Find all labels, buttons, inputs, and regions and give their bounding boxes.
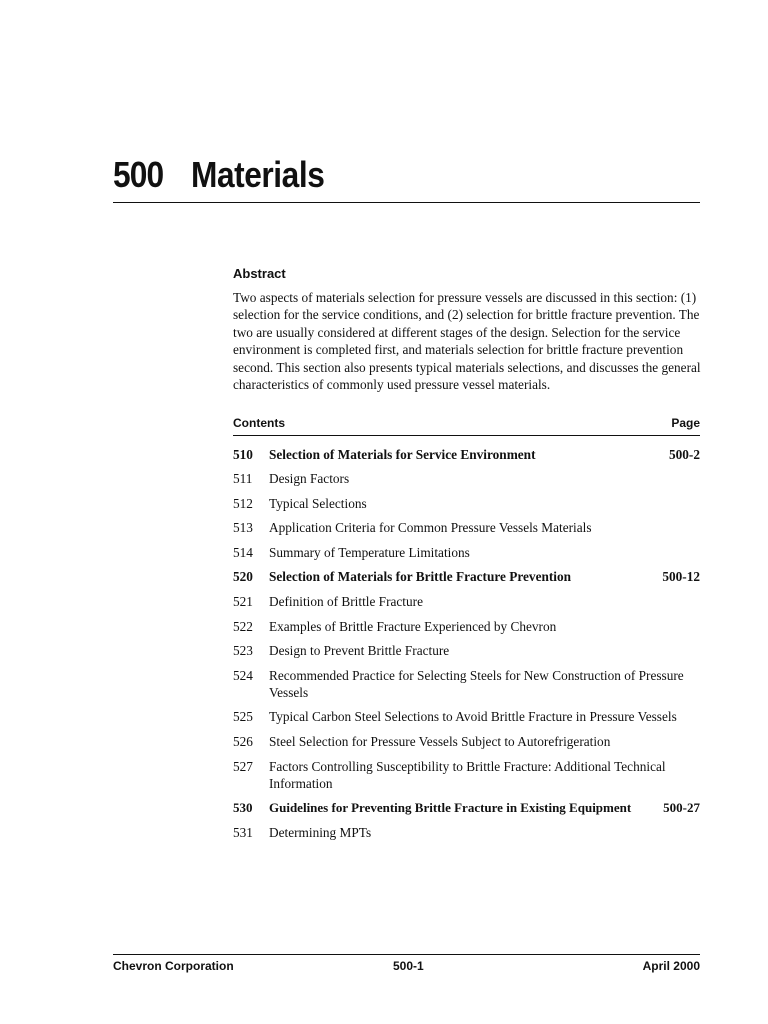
footer-page-number: 500-1 (393, 959, 424, 973)
toc-number: 525 (233, 709, 253, 724)
toc-title: Application Criteria for Common Pressure Vessels Materials (269, 520, 592, 535)
toc-title: Definition of Brittle Fracture (269, 594, 423, 609)
toc-number: 520 (233, 569, 253, 584)
toc-title: Selection of Materials for Service Environment (269, 447, 536, 462)
toc-number: 510 (233, 447, 253, 462)
footer-company: Chevron Corporation (113, 959, 234, 973)
toc-number: 526 (233, 734, 253, 749)
toc-number: 530 (233, 800, 253, 815)
toc-title: Design to Prevent Brittle Fracture (269, 643, 450, 658)
toc-title: Design Factors (269, 471, 350, 486)
toc-title: Typical Carbon Steel Selections to Avoid Brittle Fracture in Pressure Vessels (269, 709, 677, 724)
toc-title: Selection of Materials for Brittle Fracture Prevention (269, 569, 572, 584)
section-title-text: Materials (191, 154, 325, 195)
toc-number: 523 (233, 643, 253, 658)
toc-title: Examples of Brittle Fracture Experienced by Chevron (269, 619, 557, 634)
toc-number: 527 (233, 759, 253, 774)
toc-title: Recommended Practice for Selecting Steels for New Construction of Pressure Vessels (269, 668, 684, 700)
toc-number: 524 (233, 668, 253, 683)
toc-page: 500-12 (662, 569, 700, 584)
toc-page: 500-2 (668, 447, 700, 462)
toc-number: 531 (233, 825, 253, 840)
contents-page-label: Page (671, 416, 700, 430)
toc-page: 500-27 (663, 800, 700, 815)
toc-number: 511 (233, 471, 253, 486)
toc-title: Typical Selections (269, 496, 367, 511)
toc-title: Factors Controlling Susceptibility to Brittle Fracture: Additional Technical Information (269, 759, 666, 791)
contents-header (233, 416, 700, 436)
toc-number: 521 (233, 594, 253, 609)
toc-title: Guidelines for Preventing Brittle Fracture in Existing Equipment (269, 800, 632, 815)
section-number: 500 (113, 154, 164, 195)
contents-label: Contents (233, 416, 285, 430)
footer-date: April 2000 (642, 959, 700, 973)
toc-title: Steel Selection for Pressure Vessels Subject to Autorefrigeration (269, 734, 611, 749)
abstract-body: Two aspects of materials selection for pressure vessels are discussed in this section: (1) selection for the service conditions, and (2) selection for brittle fracture prevention. The two are usually considered at different stages of the design. Selection for the service environment is completed first, and materials selection for brittle fracture prevention second. This section also presents typical materials selections, and discusses the general characteristics of commonly used pressure vessel materials. (233, 290, 701, 393)
toc-title: Summary of Temperature Limitations (269, 545, 470, 560)
toc-number: 512 (233, 496, 253, 511)
toc-number: 522 (233, 619, 253, 634)
toc-number: 513 (233, 520, 253, 535)
abstract-heading: Abstract (233, 266, 286, 281)
toc-number: 514 (233, 545, 253, 560)
toc-title: Determining MPTs (269, 825, 372, 840)
section-title (113, 150, 700, 203)
page-footer (113, 954, 700, 977)
